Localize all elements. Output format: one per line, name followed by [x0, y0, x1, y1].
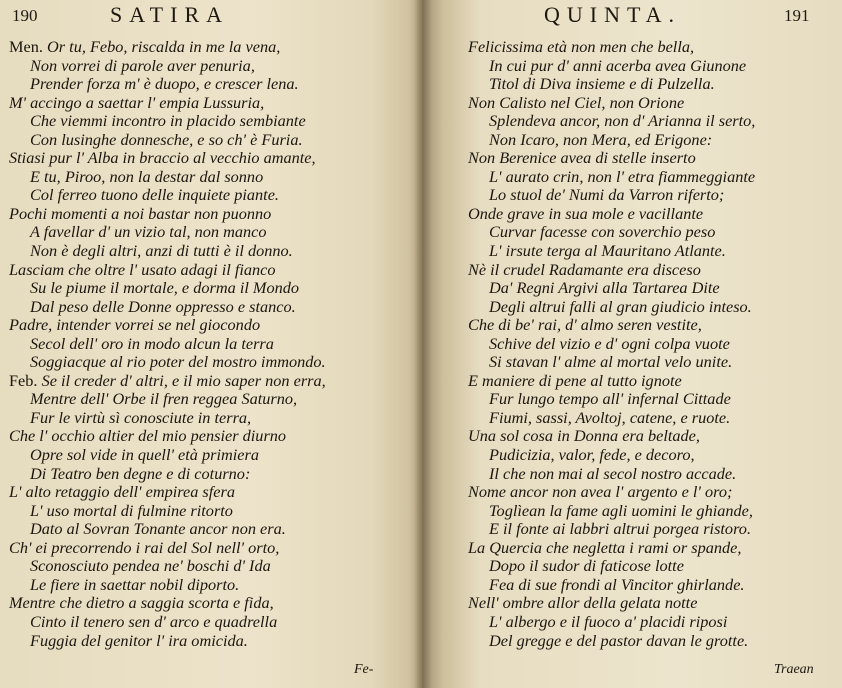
- verse-text: Lasciam che oltre l' usato adagi il fianco: [9, 259, 276, 279]
- verse-text: In cui pur d' anni acerba avea Giunone: [489, 55, 747, 75]
- verse-line: [9, 279, 326, 298]
- verse-text: Nome ancor non avea l' argento e l' oro;: [468, 482, 733, 502]
- verse-block: [468, 38, 755, 650]
- verse-line: [9, 372, 326, 391]
- verse-text: Pudicizia, valor, fede, e decoro,: [489, 445, 695, 465]
- verse-line: [468, 520, 755, 539]
- verse-line: [9, 335, 326, 354]
- verse-text: A favellar d' un vizio tal, non manco: [30, 222, 267, 242]
- verse-text: Mentre che dietro a saggia scorta e fida,: [9, 593, 274, 613]
- verse-line: [9, 149, 326, 168]
- verse-line: [468, 57, 755, 76]
- verse-text: Che l' occhio altier del mio pensier diurno: [9, 426, 287, 446]
- verse-line: [468, 427, 755, 446]
- verse-line: [9, 38, 326, 57]
- verse-text: Sconosciuto pendea ne' boschi d' Ida: [30, 556, 271, 576]
- verse-line: [9, 353, 326, 372]
- verse-line: [468, 372, 755, 391]
- verse-line: [468, 298, 755, 317]
- verse-text: Che di be' rai, d' almo seren vestite,: [468, 315, 702, 335]
- verse-text: Dato al Sovran Tonante ancor non era.: [30, 519, 286, 539]
- verse-text: Il che non mai al secol nostro accade.: [489, 463, 737, 483]
- page-number: 191: [784, 6, 810, 25]
- verse-text: Stiasi pur l' Alba in braccio al vecchio amante,: [9, 148, 316, 168]
- verse-line: [9, 261, 326, 280]
- verse-line: [468, 316, 755, 335]
- verse-text: L' uso mortal di fulmine ritorto: [30, 500, 233, 520]
- verse-line: [468, 390, 755, 409]
- verse-text: Che viemmi incontro in placido sembiante: [30, 111, 306, 131]
- verse-line: [468, 594, 755, 613]
- verse-text: Dopo il sudor di faticose lotte: [489, 556, 684, 576]
- speaker-label: Feb.: [9, 370, 38, 390]
- verse-line: [9, 94, 326, 113]
- verse-text: Or tu, Febo, riscalda in me la vena,: [47, 37, 281, 56]
- right-page: [422, 0, 842, 688]
- verse-text: Col ferreo tuono delle inquiete piante.: [30, 185, 279, 205]
- verse-line: [9, 409, 326, 428]
- verse-text: E tu, Piroo, non la destar dal sonno: [30, 166, 264, 186]
- running-head: QUINTA.: [544, 2, 682, 27]
- verse-line: [468, 279, 755, 298]
- verse-text: Toglìean la fame agli uomini le ghiande,: [489, 500, 753, 520]
- verse-line: [9, 632, 326, 651]
- verse-text: Splendeva ancor, non d' Arianna il serto,: [489, 111, 756, 131]
- speaker-label: Men.: [9, 37, 43, 56]
- verse-line: [9, 57, 326, 76]
- verse-text: Mentre dell' Orbe il fren reggea Saturno,: [30, 389, 298, 409]
- verse-text: Non è degli altri, anzi di tutti è il donno.: [30, 241, 293, 261]
- verse-line: [468, 632, 755, 651]
- verse-text: Le fiere in saettar nobil diporto.: [30, 574, 240, 594]
- verse-text: La Quercia che negletta i rami or spande,: [468, 537, 742, 557]
- verse-text: L' irsute terga al Mauritano Atlante.: [489, 241, 726, 261]
- verse-line: [468, 409, 755, 428]
- verse-line: [9, 483, 326, 502]
- verse-line: [9, 465, 326, 484]
- verse-line: [9, 242, 326, 261]
- verse-text: Non Calisto nel Ciel, non Orione: [468, 92, 685, 112]
- verse-text: Con lusinghe donnesche, e so ch' è Furia.: [30, 129, 303, 149]
- verse-line: [9, 205, 326, 224]
- verse-line: [9, 131, 326, 150]
- verse-line: [9, 390, 326, 409]
- verse-text: E il fonte ai labbri altrui porgea ristoro.: [489, 519, 752, 539]
- verse-text: Fuggia del genitor l' ira omicida.: [30, 630, 248, 650]
- verse-line: [468, 205, 755, 224]
- verse-text: L' albergo e il fuoco a' placidi riposi: [489, 611, 728, 631]
- verse-text: Titol di Diva insieme e di Pulzella.: [489, 74, 715, 94]
- verse-text: Onde grave in sua mole e vacillante: [468, 203, 704, 223]
- verse-line: [468, 335, 755, 354]
- verse-line: [9, 316, 326, 335]
- left-header: [0, 2, 422, 32]
- verse-text: M' accingo a saettar l' empia Lussuria,: [9, 92, 265, 112]
- verse-text: Si stavan l' alme al mortal velo unite.: [489, 352, 733, 372]
- running-head: SATIRA: [110, 2, 230, 27]
- verse-line: [468, 446, 755, 465]
- verse-text: Fur lungo tempo all' infernal Cittade: [489, 389, 731, 409]
- verse-line: [9, 557, 326, 576]
- verse-line: [9, 539, 326, 558]
- verse-line: [468, 223, 755, 242]
- verse-line: [468, 502, 755, 521]
- verse-text: Se il creder d' altri, e il mio saper non erra,: [41, 370, 326, 390]
- verse-text: L' alto retaggio dell' empirea sfera: [9, 482, 235, 502]
- verse-text: Pochi momenti a noi bastar non puonno: [9, 203, 272, 223]
- verse-line: [9, 502, 326, 521]
- verse-text: Di Teatro ben degne e di coturno:: [30, 463, 251, 483]
- verse-text: Cinto il tenero sen d' arco e quadrella: [30, 611, 278, 631]
- verse-text: Opre sol vide in quell' età primiera: [30, 445, 259, 465]
- verse-text: Nell' ombre allor della gelata notte: [468, 593, 698, 613]
- verse-text: Lo stuol de' Numi da Varron riferto;: [489, 185, 725, 205]
- verse-line: [468, 261, 755, 280]
- verse-text: Su le piume il mortale, e dorma il Mondo: [30, 278, 300, 298]
- verse-line: [468, 576, 755, 595]
- verse-text: Una sol cosa in Donna era beltade,: [468, 426, 700, 446]
- verse-line: [468, 242, 755, 261]
- verse-line: [9, 75, 326, 94]
- verse-text: Felicissima età non men che bella,: [468, 37, 695, 56]
- verse-text: Fea di sue frondi al Vincitor ghirlande.: [489, 574, 745, 594]
- verse-line: [9, 576, 326, 595]
- verse-text: Curvar facesse con soverchio peso: [489, 222, 716, 242]
- verse-line: [468, 75, 755, 94]
- verse-text: Prender forza m' è duopo, e crescer lena.: [30, 74, 299, 94]
- verse-line: [468, 38, 755, 57]
- verse-line: [468, 94, 755, 113]
- verse-line: [468, 353, 755, 372]
- verse-line: [9, 112, 326, 131]
- verse-line: [9, 446, 326, 465]
- verse-text: Dal peso delle Donne oppresso e stanco.: [30, 296, 296, 316]
- page-number: 190: [12, 6, 38, 25]
- verse-line: [468, 483, 755, 502]
- verse-block: [9, 38, 326, 650]
- verse-text: Non vorrei di parole aver penuria,: [30, 55, 255, 75]
- catchword: Traean: [774, 662, 814, 677]
- verse-text: Secol dell' oro in modo alcun la terra: [30, 333, 274, 353]
- verse-line: [468, 539, 755, 558]
- verse-text: Soggiacque al rio poter del mostro immondo.: [30, 352, 326, 372]
- verse-text: L' aurato crin, non l' etra fiammeggiante: [489, 166, 756, 186]
- verse-line: [468, 465, 755, 484]
- verse-text: Schive del vizio e d' ogni colpa vuote: [489, 333, 730, 353]
- verse-text: Fur le virtù sì conosciute in terra,: [30, 407, 252, 427]
- verse-line: [9, 594, 326, 613]
- verse-text: Degli altrui falli al gran giudicio inteso.: [489, 296, 752, 316]
- verse-line: [468, 112, 755, 131]
- book-gutter: [414, 0, 432, 688]
- verse-text: Da' Regni Argivi alla Tartarea Dite: [489, 278, 720, 298]
- verse-line: [9, 186, 326, 205]
- verse-text: Padre, intender vorrei se nel giocondo: [9, 315, 261, 335]
- verse-line: [468, 613, 755, 632]
- right-header: [422, 2, 842, 32]
- verse-text: Non Icaro, non Mera, ed Erigone:: [489, 129, 713, 149]
- verse-line: [9, 298, 326, 317]
- verse-line: [9, 223, 326, 242]
- verse-text: Nè il crudel Radamante era disceso: [468, 259, 701, 279]
- catchword: Fe-: [354, 662, 374, 677]
- verse-line: [468, 149, 755, 168]
- verse-text: E maniere di pene al tutto ignote: [468, 370, 682, 390]
- verse-line: [468, 131, 755, 150]
- verse-line: [9, 613, 326, 632]
- verse-line: [9, 427, 326, 446]
- verse-text: Ch' ei precorrendo i rai del Sol nell' orto,: [9, 537, 280, 557]
- verse-line: [468, 186, 755, 205]
- verse-line: [468, 168, 755, 187]
- verse-line: [468, 557, 755, 576]
- verse-line: [9, 168, 326, 187]
- verse-line: [9, 520, 326, 539]
- verse-text: Non Berenice avea di stelle inserto: [468, 148, 696, 168]
- verse-text: Fiumi, sassi, Avoltoj, catene, e ruote.: [489, 407, 731, 427]
- verse-text: Del gregge e del pastor davan le grotte.: [489, 630, 749, 650]
